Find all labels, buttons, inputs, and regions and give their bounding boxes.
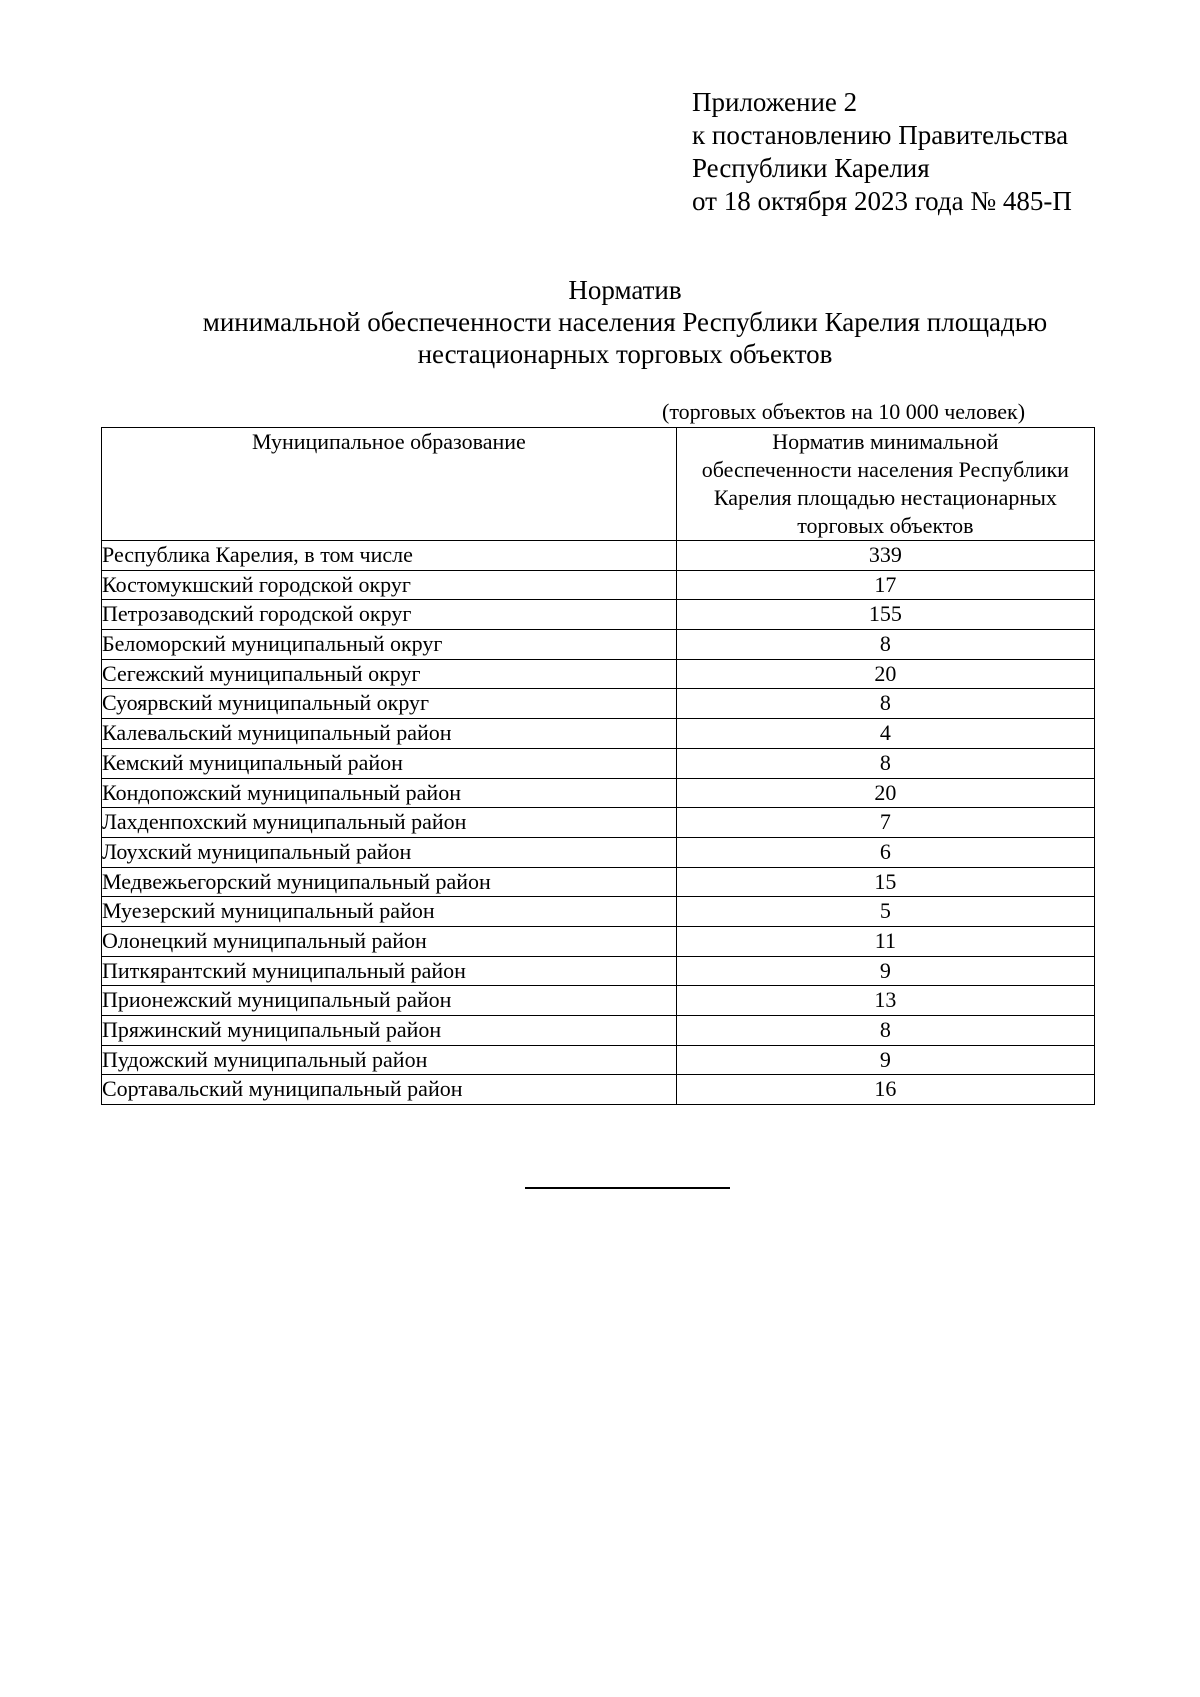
municipality-name: Калевальский муниципальный район [102, 719, 677, 749]
table-row [102, 808, 1095, 838]
table-row [102, 719, 1095, 749]
table-row [102, 570, 1095, 600]
table-body [102, 541, 1095, 1105]
municipality-name: Республика Карелия, в том числе [102, 541, 677, 571]
table-row [102, 956, 1095, 986]
municipality-name: Пряжинский муниципальный район [102, 1016, 677, 1046]
norm-value: 8 [676, 630, 1094, 660]
municipality-name: Муезерский муниципальный район [102, 897, 677, 927]
norm-table [101, 427, 1095, 1105]
norm-value: 20 [676, 659, 1094, 689]
municipality-name: Сортавальский муниципальный район [102, 1075, 677, 1105]
municipality-name: Прионежский муниципальный район [102, 986, 677, 1016]
table-row [102, 689, 1095, 719]
table-row [102, 541, 1095, 571]
norm-value: 13 [676, 986, 1094, 1016]
title-line: Норматив [568, 275, 682, 305]
norm-value: 15 [676, 867, 1094, 897]
table-row [102, 926, 1095, 956]
norm-value: 20 [676, 778, 1094, 808]
municipality-name: Медвежьегорский муниципальный район [102, 867, 677, 897]
table-row [102, 748, 1095, 778]
table-row [102, 1016, 1095, 1046]
municipality-name: Костомукшский городской округ [102, 570, 677, 600]
municipality-name: Питкярантский муниципальный район [102, 956, 677, 986]
norm-value: 7 [676, 808, 1094, 838]
table-row [102, 659, 1095, 689]
header-norm-line: торговых объектов [797, 513, 974, 538]
header-norm-line: Норматив минимальной [772, 429, 999, 454]
norm-value: 4 [676, 719, 1094, 749]
municipality-name: Лахденпохский муниципальный район [102, 808, 677, 838]
table-row [102, 897, 1095, 927]
appendix-line: Республики Карелия [692, 153, 930, 183]
norm-value: 8 [676, 748, 1094, 778]
municipality-name: Беломорский муниципальный округ [102, 630, 677, 660]
municipality-name: Сегежский муниципальный округ [102, 659, 677, 689]
norm-value: 16 [676, 1075, 1094, 1105]
table-row [102, 1045, 1095, 1075]
header-norm-line: Карелия площадью нестационарных [713, 485, 1057, 510]
municipality-name: Кемский муниципальный район [102, 748, 677, 778]
municipality-name: Суоярвский муниципальный округ [102, 689, 677, 719]
municipality-name: Кондопожский муниципальный район [102, 778, 677, 808]
norm-value: 6 [676, 837, 1094, 867]
document-title [120, 274, 1130, 370]
appendix-block [692, 86, 1072, 218]
title-line: нестационарных торговых объектов [417, 339, 833, 369]
appendix-line: к постановлению Правительства [692, 120, 1069, 150]
title-line: минимальной обеспеченности населения Республики Карелия площадью [202, 307, 1048, 337]
table-row [102, 837, 1095, 867]
norm-value: 155 [676, 600, 1094, 630]
municipality-name: Петрозаводский городской округ [102, 600, 677, 630]
table-row [102, 986, 1095, 1016]
municipality-name: Пудожский муниципальный район [102, 1045, 677, 1075]
municipality-name: Олонецкий муниципальный район [102, 926, 677, 956]
units-note: (торговых объектов на 10 000 человек) [662, 399, 1026, 424]
table-row [102, 630, 1095, 660]
table-row [102, 778, 1095, 808]
header-municipality: Муниципальное образование [102, 428, 677, 541]
end-divider [525, 1187, 730, 1189]
municipality-name: Лоухский муниципальный район [102, 837, 677, 867]
norm-value: 8 [676, 689, 1094, 719]
table-row [102, 1075, 1095, 1105]
norm-value: 339 [676, 541, 1094, 571]
appendix-line: Приложение 2 [692, 87, 858, 117]
table-row [102, 867, 1095, 897]
table-row [102, 600, 1095, 630]
norm-value: 5 [676, 897, 1094, 927]
appendix-line: от 18 октября 2023 года № 485-П [692, 186, 1072, 216]
table-header-row [102, 428, 1095, 541]
header-norm [676, 428, 1094, 541]
norm-value: 17 [676, 570, 1094, 600]
norm-value: 11 [676, 926, 1094, 956]
norm-value: 9 [676, 1045, 1094, 1075]
header-norm-line: обеспеченности населения Республики [701, 457, 1069, 482]
norm-value: 9 [676, 956, 1094, 986]
norm-value: 8 [676, 1016, 1094, 1046]
